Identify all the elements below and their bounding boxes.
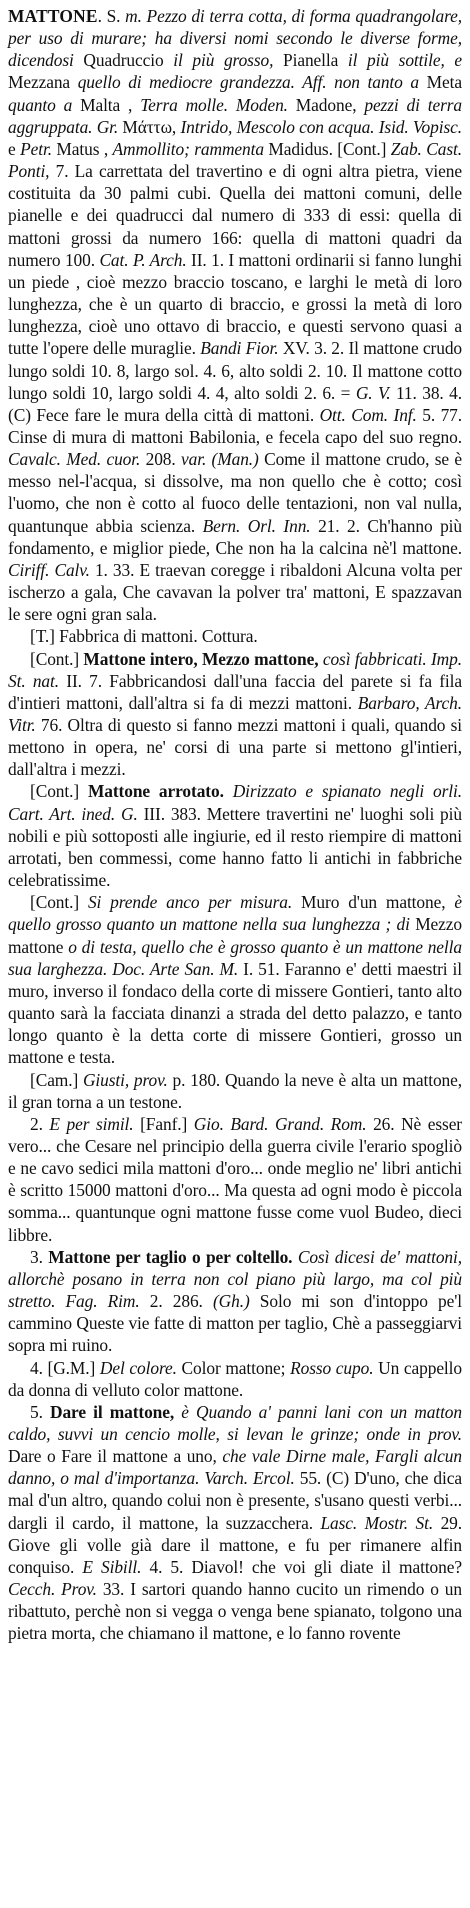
- text-run: Mezzo mattone: [8, 914, 463, 957]
- italic-text: Gio. Bard. Grand. Rom.: [193, 1113, 367, 1134]
- text-run: II. 1. I mattoni ordinarii si fanno lunghi un piede , cioè mezzo braccio toscano, e larghi le metà di loro lunghezza, che è un quarto di braccio, e grossi la metà di loro lunghezza, cioè uno ottavo di braccio, e questi servono quasi a tutte l'opere delle muraglie.: [8, 249, 462, 359]
- italic-text: Zab. Cast. Ponti,: [8, 138, 462, 182]
- italic-text: E Sibill.: [82, 1556, 142, 1577]
- text-run: 29. Giove gli volle già dare il mattone, e fu per rimanere alfin conquiso.: [8, 1512, 463, 1577]
- italic-text: Bandi Fior.: [200, 338, 279, 359]
- sub-headword: Mattone intero, Mezzo mattone,: [83, 648, 319, 669]
- text-run: III. 383. Mettere travertini ne' luoghi soli più nobili e più sottoposti alle ingiurie, ed il resto riempire di mattoni arrotati, ben commessi, come hanno fatto li antichi in fabbriche celebratissime.: [8, 803, 462, 891]
- text-run: Μάττω,: [118, 116, 181, 137]
- italic-text: non tanto a: [334, 72, 419, 93]
- italic-text: è quello grosso quanto un mattone nella sua lunghezza ; di: [8, 892, 462, 935]
- text-run: [Fanf.]: [133, 1113, 194, 1134]
- entry-paragraph-4: [8, 780, 462, 891]
- italic-text: Cecch. Prov.: [8, 1579, 97, 1600]
- text-run: II. 7. Fabbricandosi dall'una faccia del parete si fa fila d'intieri mattoni, dall'altra si fa di mezzi mattoni.: [8, 670, 462, 713]
- text-run: 2.: [30, 1113, 50, 1134]
- italic-text: che vale Dirne male, Fargli alcun danno, o mal d'importanza. Varch. Ercol.: [8, 1446, 462, 1489]
- entry-paragraph-2: [8, 625, 462, 647]
- italic-text: Barbaro, Arch. Vitr.: [8, 692, 462, 735]
- italic-text: Cat. P. Arch.: [99, 249, 187, 270]
- text-run: 3.: [30, 1246, 49, 1267]
- text-run: Madidus. [Cont.]: [263, 138, 391, 159]
- entry-paragraph-3: [8, 648, 462, 781]
- text-run: XV. 3. 2. Il mattone crudo lungo soldi 10. 8, largo sol. 4. 6, alto soldi 2. 10. Il mattone cotto lungo soldi 10, largo soldi 4. 4, alto soldi 2. 6. =: [8, 338, 463, 403]
- text-run: 26. Nè esser vero... che Cesare nel principio della guerra civile l'erario spogliò e ne cavo sedici mila mattoni d'oro... onde meglio ne' libri antichi è scritto 15000 mattoni d'oro... Ma questa ad ogni modo è piccola somma... quantunque ogni mattone fusse come vuol Budeo, dieci libbre.: [8, 1113, 463, 1245]
- text-run: 5.: [30, 1401, 50, 1422]
- entry-paragraph-1: [8, 5, 462, 625]
- text-run: Color mattone;: [176, 1357, 291, 1378]
- text-run: 21. 2. Ch'hanno più fondamento, e miglior piede, Che non ha la calcina nè'l mattone.: [8, 515, 463, 558]
- italic-text: G. V.: [355, 382, 391, 403]
- headword: MATTONE: [8, 6, 98, 26]
- text-run: e: [8, 138, 21, 159]
- text-run: 4. 5. Diavol! che voi gli diate il mattone?: [141, 1556, 462, 1577]
- italic-text: (Gh.): [212, 1291, 250, 1312]
- italic-text: Ott. Com. Inf.: [319, 404, 417, 425]
- italic-text: quello di mediocre grandezza. Aff.: [77, 72, 327, 93]
- text-run: Malta ,: [72, 94, 141, 115]
- text-run: 55. (C) D'uno, che dica mal d'un altro, quando colui non è presente, s'usano questi verbi... dargli il cardo, il mattone, la suzzacchera.: [8, 1468, 462, 1533]
- italic-text: il più grosso,: [173, 50, 274, 71]
- text-run: 2. 286.: [139, 1291, 213, 1312]
- sub-headword: Mattone arrotato.: [87, 781, 224, 802]
- italic-text: Giusti, prov.: [82, 1069, 168, 1090]
- text-run: [Cont.]: [30, 892, 88, 913]
- entry-paragraph-6: [8, 1069, 462, 1113]
- text-run: [Cont.]: [30, 781, 88, 802]
- text-run: [Cam.]: [30, 1069, 83, 1090]
- text-run: 5. 77. Cinse di mura di mattoni Babilonia, e fecela capo del suo regno.: [8, 404, 463, 447]
- entry-paragraph-8: [8, 1246, 462, 1357]
- italic-text: m. Pezzo di terra cotta, di forma quadrangolare, per uso di murare; ha diversi nomi secondo le diverse forme, dicendosi: [8, 6, 462, 71]
- text-run: Un cappello da donna di velluto color mattone.: [8, 1357, 462, 1400]
- entry-paragraph-10: [8, 1401, 462, 1645]
- text-run: 4. [G.M.]: [30, 1357, 100, 1378]
- italic-text: Cavalc. Med. cuor.: [8, 449, 141, 470]
- italic-text: Petr.: [20, 138, 52, 159]
- italic-text: o di testa, quello che è grosso quanto è un mattone nella sua larghezza. Doc. Arte San. M.: [8, 936, 462, 979]
- italic-text: Bern. Orl. Inn.: [202, 515, 311, 536]
- text-run: 11. 38. 4. (C) Fece fare le mura della città di mattoni.: [8, 382, 462, 425]
- entry-paragraph-7: [8, 1113, 462, 1246]
- text-run: [224, 781, 233, 801]
- italic-text: Si prende anco per misura.: [87, 892, 293, 913]
- text-run: . S.: [97, 6, 126, 26]
- italic-text: quanto a: [8, 94, 73, 115]
- text-run: [T.] Fabbrica di mattoni. Cottura.: [30, 626, 258, 647]
- italic-text: var. (Man.): [180, 449, 259, 470]
- italic-text: così fabbricati. Imp. St. nat.: [8, 648, 462, 691]
- italic-text: Rosso cupo.: [290, 1357, 374, 1378]
- italic-text: Lasc. Mostr. St.: [320, 1512, 434, 1533]
- text-run: Madone,: [287, 94, 365, 115]
- text-run: p. 180. Quando la neve è alta un mattone, il gran torna a un testone.: [8, 1069, 462, 1112]
- text-run: 7. La carrettata del travertino e di ogni altra pietra, viene costituita da 30 palmi cubi. Quella dei mattoni comuni, delle pianelle e dei quadrucci dal numero di 333 di essi: quella di mattoni grossi da numero 166: quella di mattoni quadri da numero 100.: [8, 161, 462, 270]
- text-run: 208.: [140, 449, 181, 470]
- text-run: Meta: [419, 72, 462, 93]
- text-run: 33. I sartori quando hanno cucito un rimendo o un ribattuto, perchè non si vegga o venga bene spianato, tolgono una pietra morta, che chiamano il mattone, e lo fanno roventе: [8, 1579, 462, 1644]
- italic-text: E per simil.: [49, 1113, 134, 1134]
- italic-text: pezzi di terra aggruppata. Gr.: [8, 94, 463, 137]
- text-run: Matus ,: [51, 138, 113, 159]
- entry-paragraph-9: [8, 1357, 462, 1401]
- dictionary-entry-mattone: [8, 5, 462, 1645]
- text-run: Dare o Fare il mattone a uno,: [8, 1446, 223, 1467]
- entry-paragraph-5: [8, 891, 462, 1068]
- italic-text: Ciriff. Calv.: [8, 559, 90, 580]
- sub-headword: Mattone per taglio o per coltello.: [48, 1246, 293, 1267]
- text-run: [Cont.]: [30, 648, 84, 669]
- text-run: Mezzana: [8, 72, 78, 93]
- text-run: Pianella: [273, 50, 348, 71]
- text-run: Solo mi son d'intoppo pe'l cammino Queste vie fatte di matton per taglio, Chè a passeggiarvi sopra mi ruino.: [8, 1291, 462, 1356]
- text-run: 76. Oltra di questo si fanno mezzi mattoni i quali, quando si mettono in opera, ne' corsi di una parte si mettono gl'intieri, dall'altra i mezzi.: [8, 715, 462, 780]
- text-run: Muro d'un mattone,: [292, 892, 455, 913]
- italic-text: Ammollito; rammenta: [112, 138, 264, 159]
- text-run: Come il mattone crudo, se è messo nel-l'acqua, si dissolve, ma non quello che è cotto; così l'uomo, che non è cotto al fuoco delle tentazioni, non val nulla, quantunque abbia scienza.: [8, 449, 462, 536]
- italic-text: è Quando a' panni lani con un matton caldo, suvvi un cencio molle, si levan le grinze; onde in prov.: [8, 1401, 462, 1444]
- text-run: [326, 72, 334, 92]
- italic-text: Così dicesi de' mattoni, allorchè posano in terra non col piano più largo, ma col più stretto. Fag. Rim.: [8, 1246, 463, 1312]
- italic-text: il più sottile, e: [347, 50, 462, 71]
- text-run: I. 51. Faranno e' detti maestri il muro, inverso il fondaco della corte di missere Gontieri, tanto alto quanto sarà la facciata dinanzi a strada del detto palazzo, e tanto longo quanto è la detta corte di missere Gontieri, grosso un mattone e testa.: [8, 958, 462, 1068]
- italic-text: Intrido, Mescolo con acqua. Isid. Vopisc.: [180, 116, 462, 137]
- italic-text: Del colore.: [99, 1357, 177, 1378]
- italic-text: Dirizzato e spianato negli orli. Cart. Art. ined. G.: [8, 781, 463, 824]
- text-run: 1. 33. E traevan coregge i ribaldoni Alcuna volta per ischerzo a gala, Che cavavan la polver tra' mattoni, E spazzavan le sere ogni gran sala.: [8, 559, 462, 625]
- italic-text: Terra molle. Moden.: [140, 94, 288, 115]
- text-run: Quadruccio: [73, 50, 174, 71]
- sub-headword: Dare il mattone,: [49, 1401, 175, 1422]
